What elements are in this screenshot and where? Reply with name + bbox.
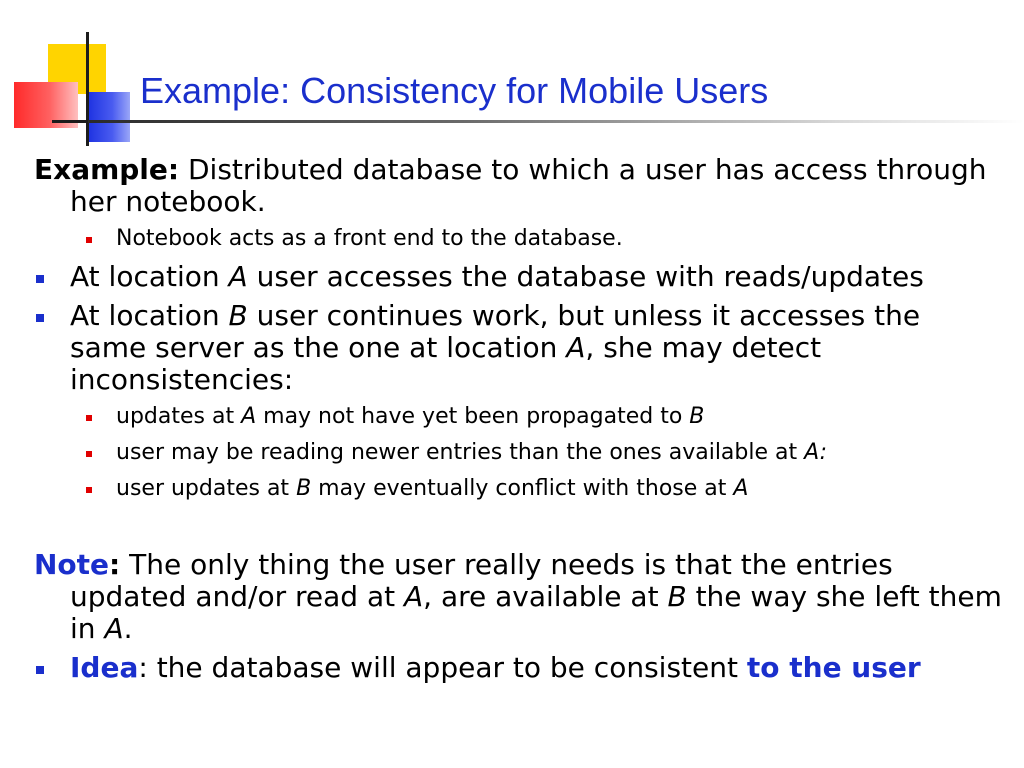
sub-0-pre: updates at bbox=[116, 404, 242, 429]
idea-text: : the database will appear to be consistent bbox=[138, 651, 747, 684]
note-colon: : bbox=[109, 548, 121, 581]
bullet-b-mid: user continues work, but unless it accesses the same server as the one at location bbox=[70, 299, 921, 364]
bullet-location-a bbox=[34, 261, 1002, 293]
idea-label: Idea bbox=[70, 651, 139, 684]
sub-bullet-conflict bbox=[34, 475, 1002, 503]
note-t4: . bbox=[123, 612, 133, 645]
note-t1: The only thing the user really needs is that the entries updated and/or read at bbox=[70, 548, 893, 613]
sub-bullet-newer-entries bbox=[34, 439, 1002, 467]
note-c: A bbox=[104, 612, 124, 645]
slide-title: Example: Consistency for Mobile Users bbox=[140, 70, 769, 111]
sub-2-a: B bbox=[296, 476, 312, 501]
logo-vertical-line bbox=[86, 32, 89, 146]
slide-logo-decoration bbox=[0, 0, 140, 150]
bullet-a-pre: At location bbox=[70, 260, 229, 293]
slide-body bbox=[34, 154, 1002, 691]
example-sub-text: Notebook acts as a front end to the database. bbox=[116, 226, 623, 251]
bullet-a-loc: A bbox=[228, 260, 248, 293]
bullet-b-post: , she may detect inconsistencies: bbox=[70, 331, 822, 396]
title-underline-rule bbox=[88, 120, 1024, 123]
idea-emphasis: to the user bbox=[746, 651, 921, 684]
sub-2-mid: may eventually conflict with those at bbox=[311, 476, 734, 501]
sub-0-b: B bbox=[689, 404, 705, 429]
example-sub-bullet bbox=[34, 225, 1002, 253]
sub-1-a: A: bbox=[804, 440, 827, 465]
bullet-b-pre: At location bbox=[70, 299, 229, 332]
sub-2-b: A bbox=[733, 476, 749, 501]
note-t3: the way she left them in bbox=[70, 580, 1002, 645]
bullet-b-loc: B bbox=[228, 299, 248, 332]
sub-0-mid: may not have yet been propagated to bbox=[256, 404, 690, 429]
bullet-idea bbox=[34, 652, 1002, 684]
note-t2: , are available at bbox=[423, 580, 668, 613]
note-paragraph bbox=[34, 549, 1002, 645]
example-text: Distributed database to which a user has access through her notebook. bbox=[70, 153, 987, 218]
example-label: Example: bbox=[34, 153, 180, 186]
logo-blue-square bbox=[86, 92, 130, 142]
sub-2-pre: user updates at bbox=[116, 476, 297, 501]
sub-0-a: A bbox=[241, 404, 257, 429]
note-label: Note bbox=[34, 548, 110, 581]
spacer bbox=[34, 511, 1002, 549]
sub-bullet-updates bbox=[34, 403, 1002, 431]
bullet-a-post: user accesses the database with reads/updates bbox=[247, 260, 924, 293]
example-paragraph bbox=[34, 154, 1002, 218]
note-b: B bbox=[667, 580, 687, 613]
note-a: A bbox=[403, 580, 424, 613]
bullet-location-b bbox=[34, 300, 1002, 396]
sub-1-pre: user may be reading newer entries than the ones available at bbox=[116, 440, 805, 465]
bullet-b-loc2: A bbox=[566, 331, 586, 364]
